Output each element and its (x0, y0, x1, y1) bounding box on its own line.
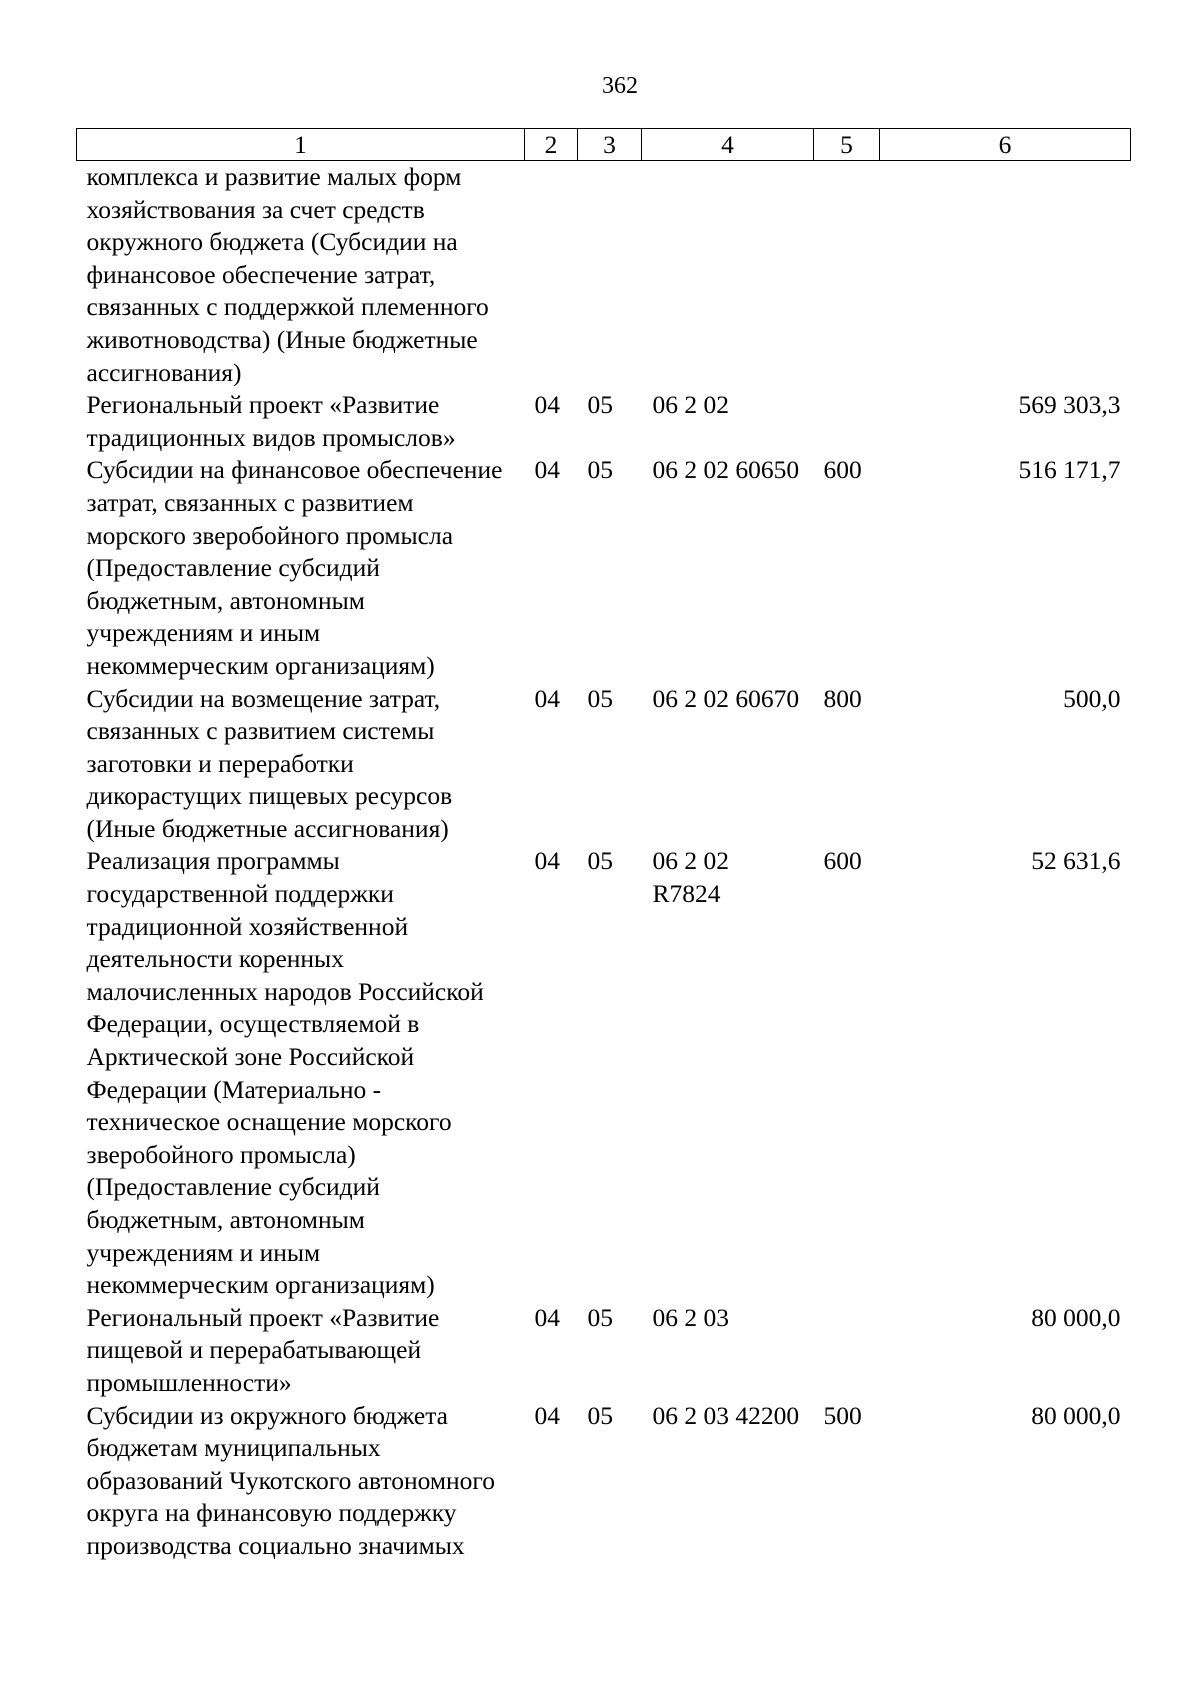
row-subsection: 05 (587, 846, 613, 876)
table-row (77, 454, 1131, 682)
row-target-article: 06 2 02 60670 (652, 683, 800, 713)
row-expense-type: 500 (823, 1400, 862, 1430)
row-subsection: 05 (587, 1302, 613, 1332)
table-header (77, 129, 1131, 161)
header-col-2: 2 (525, 129, 578, 161)
row-subsection: 05 (587, 683, 613, 713)
table-row (77, 161, 1131, 390)
header-row (77, 129, 1131, 161)
row-subsection: 05 (587, 390, 613, 420)
row-target-article: 06 2 02 (652, 390, 729, 420)
row-name: Субсидии из окружного бюджета бюджетам муниципальных образований Чукотского автономного округа на финансовую поддержку производства социально значимых (86, 1400, 495, 1560)
table-row (77, 845, 1131, 1301)
row-expense-type: 800 (823, 683, 862, 713)
row-subsection (578, 161, 642, 390)
row-amount (880, 161, 1131, 390)
header-col-5: 5 (814, 129, 880, 161)
row-expense-type: 600 (823, 455, 862, 485)
header-col-1: 1 (77, 129, 525, 161)
row-section: 04 (534, 1302, 560, 1332)
row-target-article: 06 2 02 60650 (652, 455, 800, 485)
row-name: Субсидии на возмещение затрат, связанных с развитием системы заготовки и переработки дикорастущих пищевых ресурсов (Иные бюджетные ассигнования) (86, 683, 453, 843)
budget-table (76, 128, 1131, 1563)
row-subsection: 05 (587, 455, 613, 485)
row-target-article: 06 2 03 42200 (652, 1400, 800, 1430)
row-amount: 569 303,3 (1018, 390, 1121, 420)
row-target-article: 06 2 03 (652, 1302, 729, 1332)
row-expense-type (814, 161, 880, 390)
row-section (525, 161, 578, 390)
row-expense-type (814, 1302, 880, 1400)
row-section: 04 (534, 455, 560, 485)
row-expense-type: 600 (823, 846, 862, 876)
header-col-4: 4 (642, 129, 814, 161)
row-name: комплекса и развитие малых форм хозяйствования за счет средств окружного бюджета (Субсидии на финансовое обеспечение затрат, связанных с поддержкой племенного животноводства) (Иные бюджетные ассигнования) (86, 162, 489, 387)
row-name: Субсидии на финансовое обеспечение затрат, связанных с развитием морского зверобойного промысла (Предоставление субсидий бюджетным, автономным учреждениям и иным некоммерческим организациям) (86, 455, 503, 680)
row-name: Региональный проект «Развитие традиционных видов промыслов» (86, 390, 456, 452)
header-col-6: 6 (880, 129, 1131, 161)
row-amount: 500,0 (1063, 683, 1121, 713)
row-section: 04 (534, 390, 560, 420)
row-amount: 80 000,0 (1031, 1302, 1121, 1332)
table-row (77, 683, 1131, 846)
table-row (77, 1302, 1131, 1400)
row-section: 04 (534, 846, 560, 876)
row-target-article (642, 161, 814, 390)
row-section: 04 (534, 683, 560, 713)
header-col-3: 3 (578, 129, 642, 161)
row-name: Реализация программы государственной поддержки традиционной хозяйственной деятельности коренных малочисленных народов Российской Федерации, осуществляемой в Арктической зоне Российской Федерации (Материально - техническое оснащение морского зверобойного промысла) (Предоставление субсидий бюджетным, автономным учреждениям и иным некоммерческим организациям) (86, 846, 484, 1300)
row-amount: 516 171,7 (1018, 455, 1121, 485)
row-amount: 52 631,6 (1031, 846, 1121, 876)
page-number: 362 (602, 73, 638, 99)
row-amount: 80 000,0 (1031, 1400, 1121, 1430)
table-row (77, 1400, 1131, 1563)
row-expense-type (814, 389, 880, 454)
row-subsection: 05 (587, 1400, 613, 1430)
table-body (77, 161, 1131, 1563)
row-section: 04 (534, 1400, 560, 1430)
row-target-article: 06 2 02 R7824 (652, 846, 729, 909)
table-row (77, 389, 1131, 454)
row-name: Региональный проект «Развитие пищевой и перерабатывающей промышленности» (86, 1302, 440, 1397)
